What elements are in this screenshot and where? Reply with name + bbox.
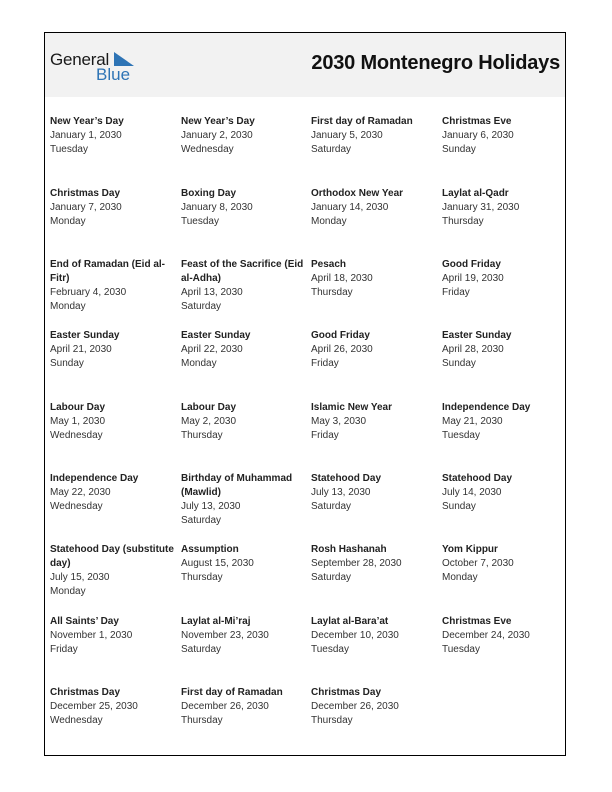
holiday-weekday: Thursday [181, 715, 223, 726]
holiday-date: January 31, 2030 [442, 202, 520, 213]
holiday-date: April 19, 2030 [442, 273, 504, 284]
holiday-entry [311, 615, 439, 657]
holiday-date: January 2, 2030 [181, 130, 253, 141]
holiday-weekday: Thursday [181, 572, 223, 583]
holiday-date: October 7, 2030 [442, 558, 514, 569]
holiday-name: Islamic New Year [311, 402, 392, 413]
holiday-date: July 13, 2030 [181, 501, 241, 512]
holiday-weekday: Saturday [311, 144, 352, 155]
holiday-name: Christmas Eve [442, 616, 512, 627]
holiday-entry [50, 615, 178, 657]
holiday-entry [50, 472, 178, 514]
holiday-entry [442, 258, 570, 300]
holiday-weekday: Monday [50, 216, 86, 227]
holiday-entry [442, 401, 570, 443]
logo-blue-text: Blue [96, 65, 131, 84]
holiday-date: April 18, 2030 [311, 273, 373, 284]
holiday-weekday: Saturday [181, 301, 222, 312]
holiday-date: February 4, 2030 [50, 287, 127, 298]
holiday-date: April 22, 2030 [181, 344, 243, 355]
holiday-entry [181, 115, 309, 157]
holiday-name: Good Friday [442, 259, 501, 270]
holiday-name: Assumption [181, 544, 239, 555]
holiday-weekday: Wednesday [181, 144, 234, 155]
holiday-weekday: Tuesday [50, 144, 88, 155]
holiday-entry [442, 472, 570, 514]
holiday-name: Independence Day [50, 473, 139, 484]
holiday-entry [442, 115, 570, 157]
holiday-name: Laylat al-Mi’raj [181, 616, 251, 627]
holiday-date: April 13, 2030 [181, 287, 243, 298]
holiday-name: Easter Sunday [181, 330, 251, 341]
holiday-weekday: Monday [50, 301, 86, 312]
holiday-name: Christmas Eve [442, 116, 512, 127]
holiday-name: New Year’s Day [181, 116, 255, 127]
holiday-entry [181, 543, 309, 585]
holiday-name: Easter Sunday [50, 330, 120, 341]
holiday-name: Labour Day [181, 402, 237, 413]
holiday-entry [442, 615, 570, 657]
holiday-date: July 14, 2030 [442, 487, 502, 498]
holiday-date: August 15, 2030 [181, 558, 254, 569]
holiday-weekday: Friday [442, 287, 470, 298]
holiday-weekday: Tuesday [311, 644, 349, 655]
holiday-entry [181, 187, 309, 229]
holiday-name: Pesach [311, 259, 347, 270]
holiday-entry [50, 543, 178, 599]
holiday-date: December 26, 2030 [311, 701, 399, 712]
holiday-weekday: Wednesday [50, 715, 103, 726]
holiday-name: Statehood Day [311, 473, 382, 484]
holiday-name: Feast of the Sacrifice (Eid al-Adha) [181, 259, 304, 284]
holiday-date: April 21, 2030 [50, 344, 112, 355]
holiday-entry [181, 615, 309, 657]
holiday-date: April 26, 2030 [311, 344, 373, 355]
holiday-weekday: Monday [442, 572, 478, 583]
holiday-name: Yom Kippur [442, 544, 498, 555]
holiday-entry [50, 686, 178, 728]
holiday-entry [50, 258, 178, 314]
holiday-date: January 8, 2030 [181, 202, 253, 213]
holiday-entry [311, 686, 439, 728]
holiday-weekday: Wednesday [50, 430, 103, 441]
holiday-weekday: Thursday [311, 715, 353, 726]
holiday-name: Statehood Day [442, 473, 513, 484]
holiday-weekday: Tuesday [442, 430, 480, 441]
holiday-entry [181, 258, 309, 314]
holiday-name: Rosh Hashanah [311, 544, 387, 555]
holiday-date: April 28, 2030 [442, 344, 504, 355]
holiday-entry [311, 401, 439, 443]
holiday-date: December 26, 2030 [181, 701, 269, 712]
holiday-entry [50, 329, 178, 371]
holiday-entry [311, 543, 439, 585]
holiday-name: Easter Sunday [442, 330, 512, 341]
holiday-name: Boxing Day [181, 188, 237, 199]
holiday-weekday: Thursday [181, 430, 223, 441]
holiday-entry [311, 472, 439, 514]
holiday-name: Independence Day [442, 402, 531, 413]
holiday-weekday: Thursday [442, 216, 484, 227]
page-title: 2030 Montenegro Holidays [311, 52, 560, 74]
logo-triangle-icon [114, 52, 134, 66]
holiday-name: Christmas Day [311, 687, 382, 698]
holiday-date: December 10, 2030 [311, 630, 399, 641]
holiday-date: May 2, 2030 [181, 416, 237, 427]
holiday-date: May 1, 2030 [50, 416, 106, 427]
holiday-name: Christmas Day [50, 687, 121, 698]
holiday-entry [442, 543, 570, 585]
holiday-date: January 14, 2030 [311, 202, 389, 213]
holiday-weekday: Sunday [442, 358, 476, 369]
holiday-date: May 3, 2030 [311, 416, 367, 427]
holiday-weekday: Monday [311, 216, 347, 227]
holiday-date: January 7, 2030 [50, 202, 122, 213]
holiday-weekday: Saturday [311, 501, 352, 512]
holiday-date: July 13, 2030 [311, 487, 371, 498]
holiday-date: December 24, 2030 [442, 630, 530, 641]
holiday-name: Laylat al-Qadr [442, 188, 509, 199]
holiday-date: January 6, 2030 [442, 130, 514, 141]
holiday-date: November 23, 2030 [181, 630, 269, 641]
holiday-name: Orthodox New Year [311, 188, 404, 199]
holiday-name: Christmas Day [50, 188, 121, 199]
holiday-weekday: Wednesday [50, 501, 103, 512]
holiday-name: First day of Ramadan [181, 687, 283, 698]
holiday-date: September 28, 2030 [311, 558, 402, 569]
holiday-weekday: Friday [311, 430, 339, 441]
holiday-name: Laylat al-Bara’at [311, 616, 389, 627]
holiday-entry [311, 187, 439, 229]
holiday-date: May 22, 2030 [50, 487, 111, 498]
holiday-entry [50, 115, 178, 157]
holiday-name: Statehood Day (substitute day) [50, 544, 174, 569]
holiday-date: July 15, 2030 [50, 572, 110, 583]
holiday-entry [181, 329, 309, 371]
holiday-weekday: Monday [50, 586, 86, 597]
holiday-weekday: Friday [50, 644, 78, 655]
holiday-name: End of Ramadan (Eid al-Fitr) [50, 259, 166, 284]
holiday-weekday: Tuesday [181, 216, 219, 227]
holiday-entry [311, 329, 439, 371]
holiday-weekday: Tuesday [442, 644, 480, 655]
holiday-entry [181, 401, 309, 443]
holiday-weekday: Monday [181, 358, 217, 369]
holiday-name: Good Friday [311, 330, 370, 341]
header-bar [45, 33, 565, 97]
holiday-entry [50, 401, 178, 443]
holiday-weekday: Friday [311, 358, 339, 369]
holiday-entry [181, 686, 309, 728]
holiday-weekday: Sunday [442, 144, 476, 155]
holiday-entry [442, 187, 570, 229]
holiday-name: New Year’s Day [50, 116, 124, 127]
holiday-weekday: Thursday [311, 287, 353, 298]
holiday-entry [311, 258, 439, 300]
holiday-date: May 21, 2030 [442, 416, 503, 427]
page-frame [44, 32, 566, 756]
holiday-name: Labour Day [50, 402, 106, 413]
holiday-entry [311, 115, 439, 157]
holiday-weekday: Sunday [50, 358, 84, 369]
holiday-entry [442, 329, 570, 371]
holiday-weekday: Saturday [181, 644, 222, 655]
holiday-date: January 5, 2030 [311, 130, 383, 141]
holiday-date: November 1, 2030 [50, 630, 133, 641]
holiday-weekday: Sunday [442, 501, 476, 512]
holiday-entry [50, 187, 178, 229]
holiday-name: Birthday of Muhammad (Mawlid) [181, 473, 293, 498]
holiday-weekday: Saturday [311, 572, 352, 583]
logo [50, 50, 140, 84]
holiday-date: January 1, 2030 [50, 130, 122, 141]
holiday-weekday: Saturday [181, 515, 222, 526]
logo-general-text: General [50, 50, 110, 69]
holiday-name: All Saints’ Day [50, 616, 119, 627]
holiday-date: December 25, 2030 [50, 701, 138, 712]
holiday-name: First day of Ramadan [311, 116, 413, 127]
holiday-entry [181, 472, 309, 528]
